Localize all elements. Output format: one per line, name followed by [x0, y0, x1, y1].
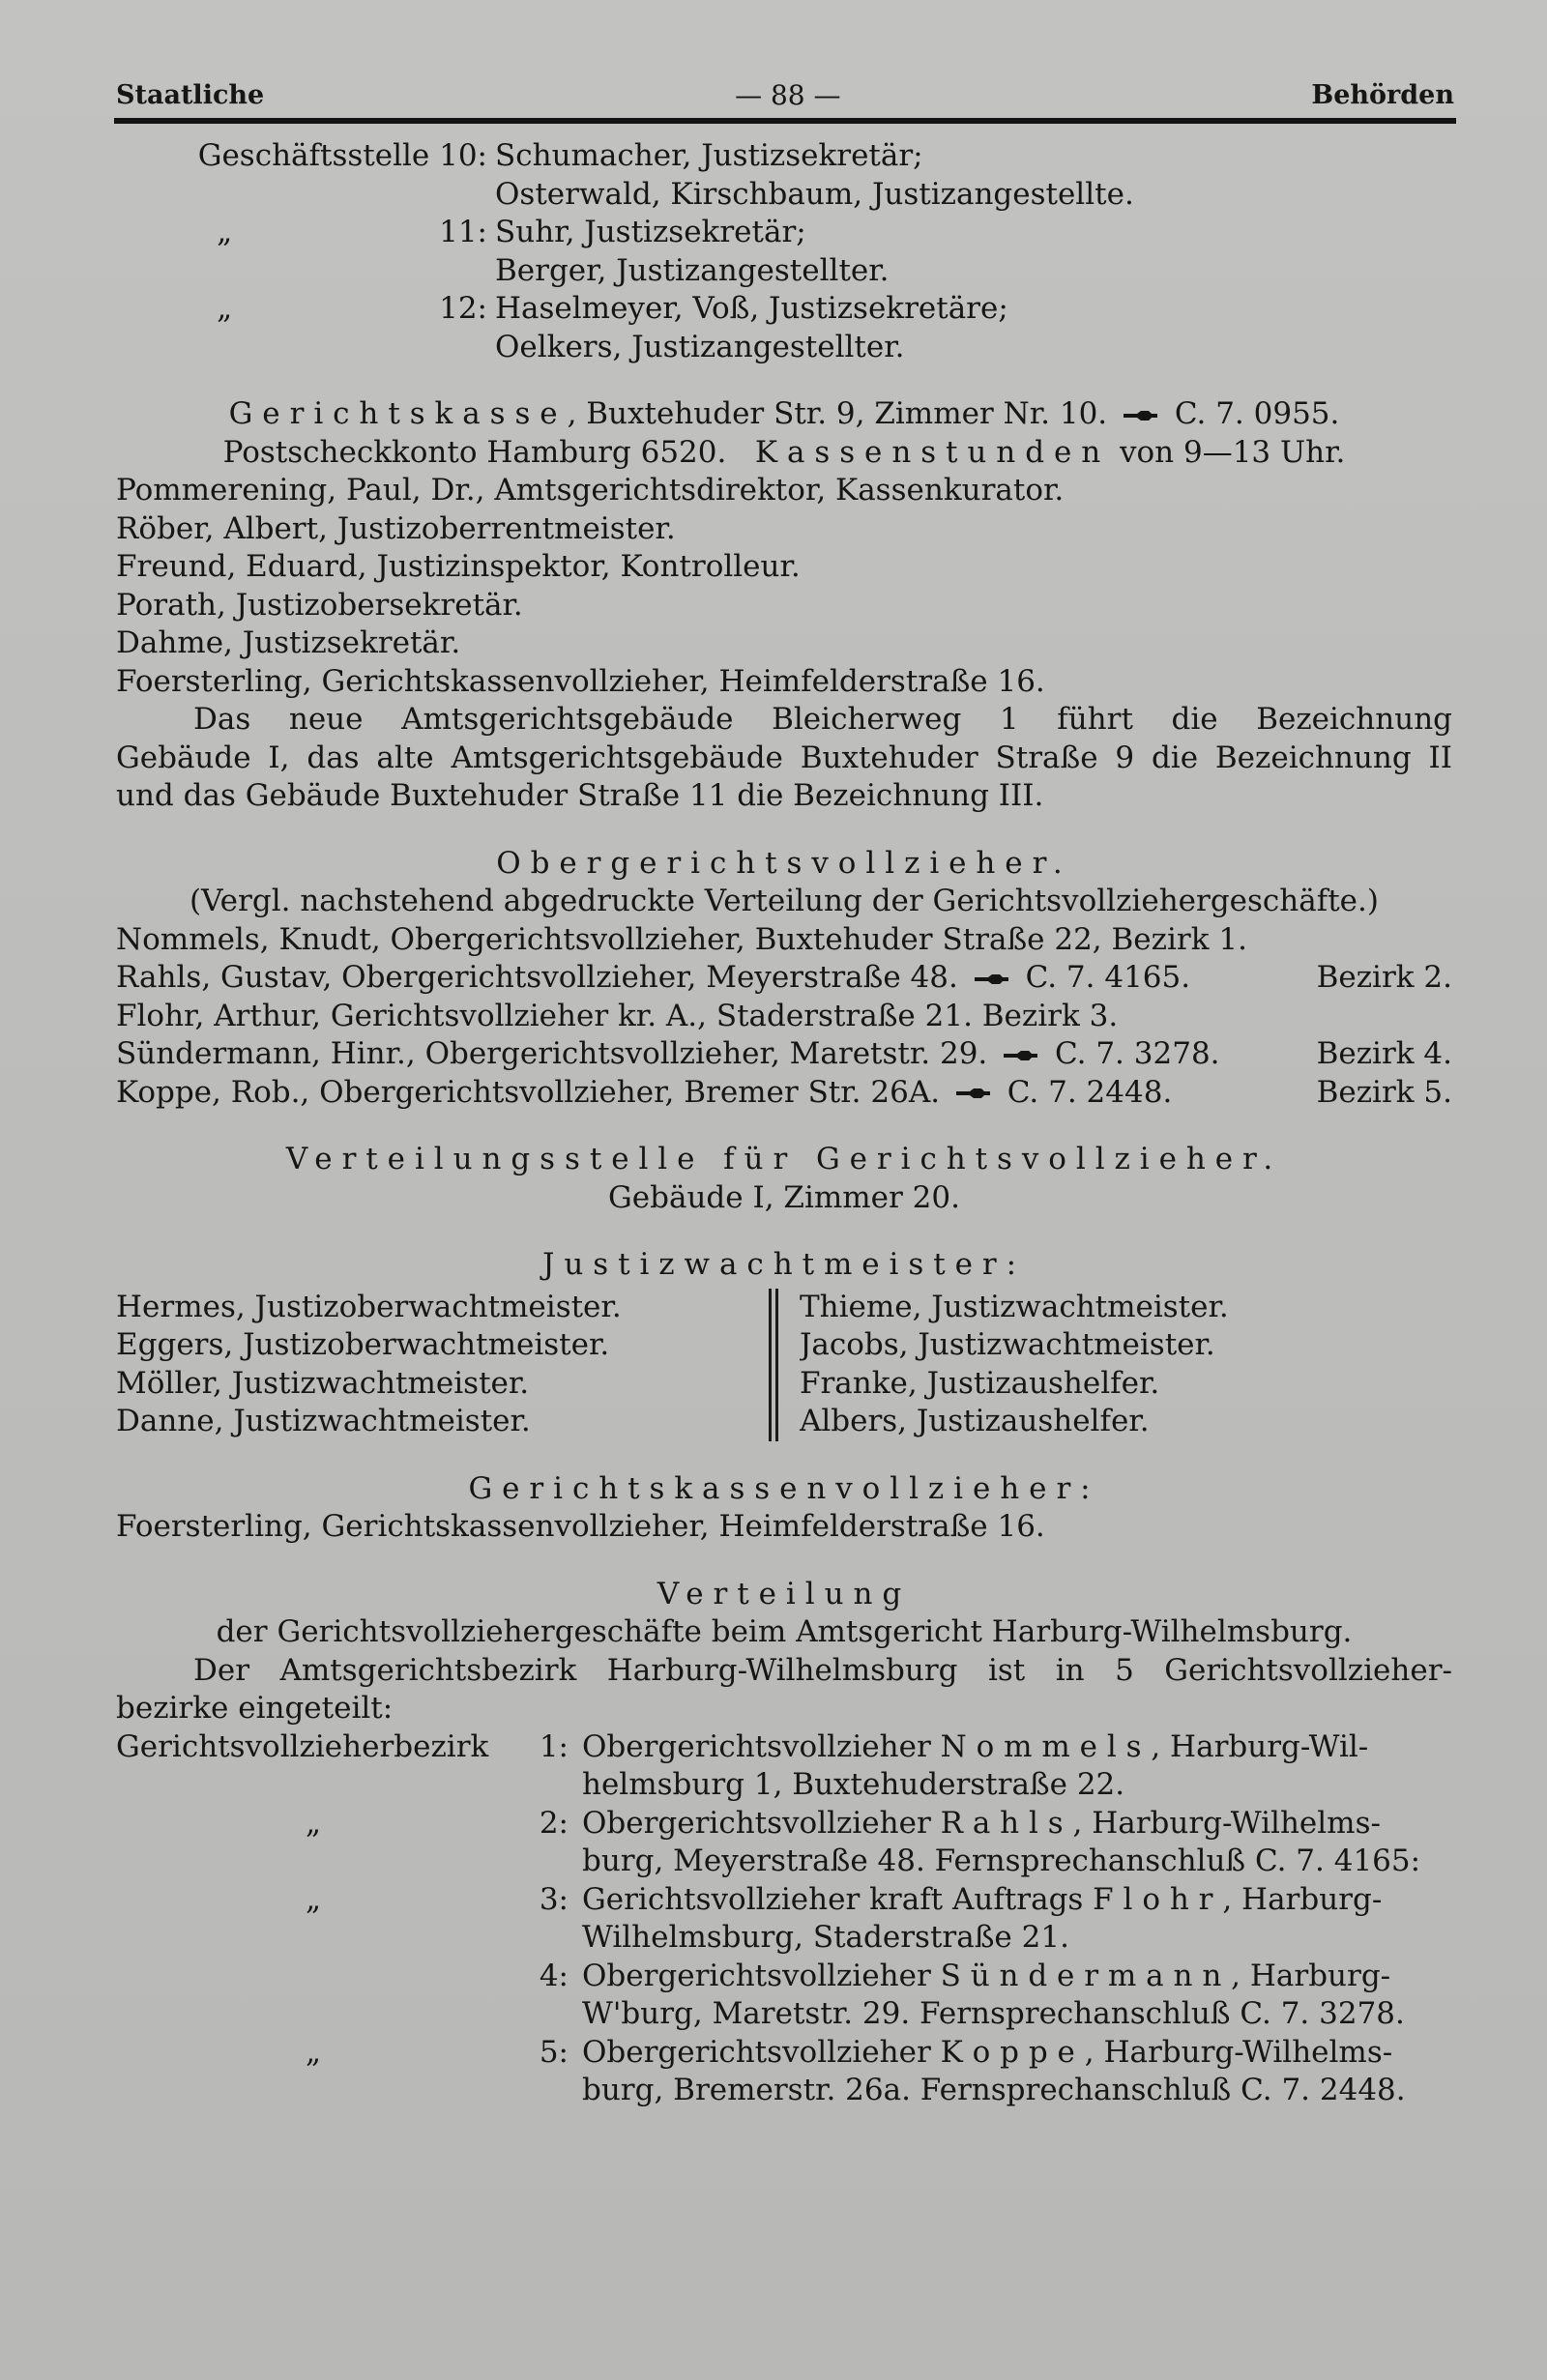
bezirk-line: Obergerichtsvollzieher R a h l s , Harburg-Wilhelms- — [582, 1805, 1381, 1841]
bezirk-4 — [116, 1958, 1452, 2034]
header-left: Staatliche — [116, 79, 265, 110]
gkv-entry: Foersterling, Gerichtskassenvollzieher, Heimfelderstraße 16. — [116, 1509, 1045, 1544]
wachtmeister-entry: Albers, Justizaushelfer. — [799, 1404, 1150, 1438]
header-right: Behörden — [1311, 79, 1454, 110]
bezirk-line: helmsburg 1, Buxtehuderstraße 22. — [582, 1767, 1125, 1802]
section-subtitle: (Vergl. nachstehend abgedruckte Verteilung der Gerichtsvollziehergeschäfte.) — [190, 884, 1379, 918]
wachtmeister-entry: Möller, Justizwachtmeister. — [116, 1365, 530, 1401]
gerichtskasse-title: Gerichtskasse — [228, 396, 568, 431]
building-note-line: Das neue Amtsgerichtsgebäude Bleicherweg 1 führt die Bezeichnung — [193, 702, 1452, 737]
bezirk-number: 4: — [539, 1958, 569, 1993]
wachtmeister-right-column — [800, 1289, 1452, 1441]
phone-hand-icon — [974, 972, 1010, 986]
verteilungsstelle-section — [116, 1141, 1452, 1217]
gerichtskasse-section — [116, 395, 1452, 816]
section-title: Verteilung — [657, 1576, 912, 1611]
bezirk-2 — [116, 1805, 1452, 1881]
ditto-mark: „ — [306, 2034, 322, 2070]
geschaeftsstellen — [116, 137, 1452, 366]
wachtmeister-entry: Franke, Justizaushelfer. — [799, 1365, 1160, 1401]
section-title: Justizwachtmeister: — [542, 1247, 1026, 1282]
gerichtskasse-phone: C. 7. 0955. — [1174, 396, 1340, 431]
gerichtskassenvollzieher-section — [116, 1470, 1452, 1547]
ogv-entry: Sündermann, Hinr., Obergerichtsvollzieher, Maretstr. 29. C. 7. 3278. Bezirk 4. — [116, 1036, 1452, 1071]
bezirk-number: 2: — [539, 1805, 569, 1841]
ditto-mark: „ — [217, 291, 233, 326]
verteilung-intro: Der Amtsgerichtsbezirk Harburg-Wilhelmsburg ist in 5 Gerichtsvollzieher- — [193, 1652, 1452, 1688]
ogv-entry: Rahls, Gustav, Obergerichtsvollzieher, Meyerstraße 48. C. 7. 4165. Bezirk 2. — [116, 960, 1452, 995]
gs-line: Haselmeyer, Voß, Justizsekretäre; — [495, 291, 1008, 326]
gs-line: Schumacher, Justizsekretär; — [495, 138, 923, 173]
kasse-staff: Foersterling, Gerichtskassenvollzieher, Heimfelderstraße 16. — [116, 663, 1045, 699]
bezirk-line: burg, Bremerstr. 26a. Fernsprechanschluß C. 7. 2448. — [582, 2073, 1406, 2107]
section-subtitle: Gebäude I, Zimmer 20. — [608, 1179, 960, 1215]
wachtmeister-columns — [116, 1289, 1452, 1441]
gerichtskasse-line-2: Postscheckkonto Hamburg 6520. Kassenstunden von 9—13 Uhr. — [222, 434, 1346, 470]
wachtmeister-left-column — [116, 1289, 769, 1441]
verteilung-section — [116, 1576, 1452, 2110]
gs-12 — [116, 290, 1452, 366]
gs-line: Suhr, Justizsekretär; — [495, 215, 806, 249]
header-rule — [114, 118, 1456, 124]
bezirk-number: 5: — [539, 2034, 569, 2070]
wachtmeister-entry: Thieme, Justizwachtmeister. — [799, 1289, 1229, 1324]
gs-11 — [116, 214, 1452, 290]
gs-line: Berger, Justizangestellter. — [495, 252, 890, 288]
gs-label: „ 12: — [116, 290, 495, 366]
bezirk-line: Obergerichtsvollzieher S ü n d e r m a n n , Harburg- — [582, 1958, 1391, 1993]
bezirk-line: burg, Meyerstraße 48. Fernsprechanschluß C. 7. 4165: — [582, 1843, 1421, 1878]
bezirk-line: Obergerichtsvollzieher N o m m e l s , Harburg-Wil- — [582, 1728, 1369, 1764]
column-divider — [769, 1289, 778, 1441]
bezirk-number: 1: — [539, 1728, 569, 1764]
kasse-staff: Porath, Justizobersekretär. — [116, 587, 523, 623]
section-title: Verteilungsstelle für Gerichtsvollzieher. — [285, 1142, 1283, 1176]
wachtmeister-entry: Hermes, Justizoberwachtmeister. — [116, 1289, 622, 1324]
phone-hand-icon — [1123, 409, 1159, 422]
kassenstunden-title: Kassenstunden — [754, 434, 1111, 470]
bezirk-line: W'burg, Maretstr. 29. Fernsprechanschluß C. 7. 3278. — [582, 1996, 1405, 2031]
wachtmeister-entry: Eggers, Justizoberwachtmeister. — [116, 1327, 610, 1362]
ditto-mark: „ — [217, 215, 233, 249]
gs-label: „ 11: — [116, 214, 495, 290]
gs-10 — [116, 137, 1452, 214]
page-header — [116, 70, 1454, 120]
wachtmeister-entry: Danne, Justizwachtmeister. — [116, 1404, 531, 1438]
gs-line: Oelkers, Justizangestellter. — [495, 329, 905, 364]
bezirk-label: Gerichtsvollzieherbezirk — [116, 1728, 489, 1764]
bezirk-line: Gerichtsvollzieher kraft Auftrags F l o h r , Harburg- — [582, 1881, 1383, 1917]
bezirk-line: Wilhelmsburg, Staderstraße 21. — [582, 1920, 1069, 1955]
bezirk-3 — [116, 1881, 1452, 1958]
ditto-mark: „ — [306, 1805, 322, 1841]
kasse-staff: Röber, Albert, Justizoberrentmeister. — [116, 510, 676, 546]
justizwachtmeister-section — [116, 1246, 1452, 1441]
ogv-entry: Flohr, Arthur, Gerichtsvollzieher kr. A., Staderstraße 21. Bezirk 3. — [116, 998, 1119, 1033]
gerichtskasse-line-1: Gerichtskasse, Buxtehuder Str. 9, Zimmer Nr. 10. C. 7. 0955. — [228, 396, 1340, 431]
kasse-staff: Pommerening, Paul, Dr., Amtsgerichtsdirektor, Kassenkurator. — [116, 473, 1065, 508]
phone-hand-icon — [955, 1087, 992, 1100]
gs-line: Osterwald, Kirschbaum, Justizangestellte. — [495, 176, 1134, 212]
bezirk-1 — [116, 1728, 1452, 1805]
section-subtitle: der Gerichtsvollziehergeschäfte beim Amtsgericht Harburg-Wilhelmsburg. — [216, 1614, 1353, 1649]
ogv-entry: Koppe, Rob., Obergerichtsvollzieher, Bremer Str. 26A. C. 7. 2448. Bezirk 5. — [116, 1074, 1452, 1110]
ditto-mark: „ — [306, 1881, 322, 1917]
page-number: — 88 — — [735, 78, 841, 111]
verteilung-intro: bezirke eingeteilt: — [116, 1691, 394, 1726]
obergerichtsvollzieher-section — [116, 845, 1452, 1113]
building-note-line: Gebäude I, das alte Amtsgerichtsgebäude Buxtehuder Straße 9 die Bezeichnung II — [116, 740, 1452, 775]
gs-label: Geschäftsstelle 10: — [197, 138, 487, 173]
kasse-staff: Dahme, Justizsekretär. — [116, 625, 461, 660]
wachtmeister-entry: Jacobs, Justizwachtmeister. — [799, 1327, 1215, 1362]
section-title: Gerichtskassenvollzieher: — [468, 1470, 1100, 1506]
phone-hand-icon — [1003, 1049, 1039, 1062]
building-note-line: und das Gebäude Buxtehuder Straße 11 die Bezeichnung III. — [116, 778, 1044, 813]
bezirk-5 — [116, 2034, 1452, 2110]
page-content — [116, 137, 1452, 2110]
bezirk-number: 3: — [539, 1881, 569, 1917]
section-title: Obergerichtsvollzieher. — [496, 845, 1072, 881]
ogv-entry: Nommels, Knudt, Obergerichtsvollzieher, Buxtehuder Straße 22, Bezirk 1. — [116, 921, 1247, 957]
kasse-staff: Freund, Eduard, Justizinspektor, Kontrolleur. — [116, 549, 801, 584]
bezirk-line: Obergerichtsvollzieher K o p p e , Harburg-Wilhelms- — [582, 2034, 1393, 2070]
